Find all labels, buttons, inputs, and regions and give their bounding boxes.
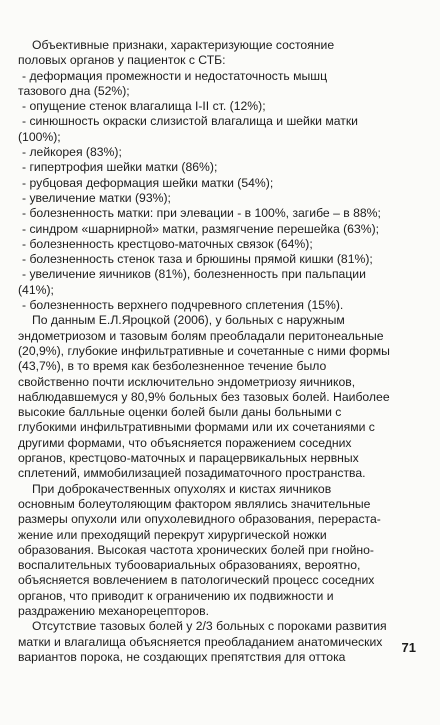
text-line: При доброкачественных опухолях и кистах яичников [32,481,332,496]
text-line: - болезненность верхнего подчревного сплетения (15%). [22,298,344,313]
page-text [18,38,424,665]
text-line: (100%); [18,129,61,144]
text-line: глубокими инфильтративными формами или их сочетаниями с [18,420,375,435]
text-line: жение или преходящий перекрут хирургической ножки [18,527,327,542]
text-line: - лейкорея (83%); [22,145,122,160]
text-line: вариантов порока, не создающих препятствия для оттока [18,649,346,664]
text-line: высокие балльные оценки болей были даны больными с [18,405,342,420]
text-line: органов, что приводит к ограничению их подвижности и [18,588,334,603]
text-line: половых органов у пациенток с СТБ: [18,53,226,68]
text-line: - деформация промежности и недостаточность мышц [22,68,328,83]
text-line: Объективные признаки, характеризующие состояние [32,38,335,52]
text-line: По данным Е.Л.Яроцкой (2006), у больных с наружным [32,313,345,328]
text-line: (43,7%), в то время как безболезненное течение было [18,359,327,374]
text-line: - болезненность стенок таза и брюшины прямой кишки (81%); [22,252,373,267]
text-line: органов, крестцово-маточных и парацервикальных нервных [18,451,359,466]
text-line: - увеличение матки (93%); [22,190,171,205]
text-line: объясняется вовлечением в патологический процесс соседних [18,573,375,588]
text-line: свойственно почти исключительно эндометриозу яичников, [18,374,356,389]
text-line: - гипертрофия шейки матки (86%); [22,160,218,175]
text-line: тазового дна (52%); [18,83,130,98]
text-line: - болезненность крестцово-маточных связок (64%); [22,236,313,251]
text-line: - увеличение яичников (81%), болезненность при пальпации [22,267,366,282]
text-line: - рубцовая деформация шейки матки (54%); [22,175,274,190]
text-line: другими формами, что объясняется поражением соседних [18,435,352,450]
text-line: - болезненность матки: при элевации - в 100%, загибе – в 88%; [22,206,381,221]
text-line: размеры опухоли или опухолевидного образования, перераста- [18,512,381,527]
text-line: основным болеутоляющим фактором являлись значительные [18,496,371,511]
text-line: эндометриозом и тазовым болям преобладали перитонеальные [18,328,384,343]
page-number: 71 [401,640,416,655]
text-line: - синдром «шарнирной» матки, размягчение перешейка (63%); [22,221,380,236]
text-line: наблюдавшемуся у 80,9% больных без тазовых болей. Наиболее [18,389,390,404]
text-line: образования. Высокая частота хронических болей при гнойно- [18,542,374,557]
text-line: - синюшность окраски слизистой влагалища и шейки матки [22,114,358,129]
text-line: матки и влагалища объясняется преобладанием анатомических [18,634,383,649]
text-line: сплетений, иммобилизацией позадиматочного пространства. [18,466,366,481]
text-line: (41%); [18,282,54,297]
text-line: (20,9%), глубокие инфильтративные и сочетанные с ними формы [18,343,390,358]
text-line: воспалительных тубоовариальных образованиях, вероятно, [18,558,361,573]
text-line: - опущение стенок влагалища I-II ст. (12%); [22,99,266,114]
text-line: раздражению механорецепторов. [18,603,209,618]
text-line: Отсутствие тазовых болей у 2/3 больных с пороками развития [32,619,387,634]
